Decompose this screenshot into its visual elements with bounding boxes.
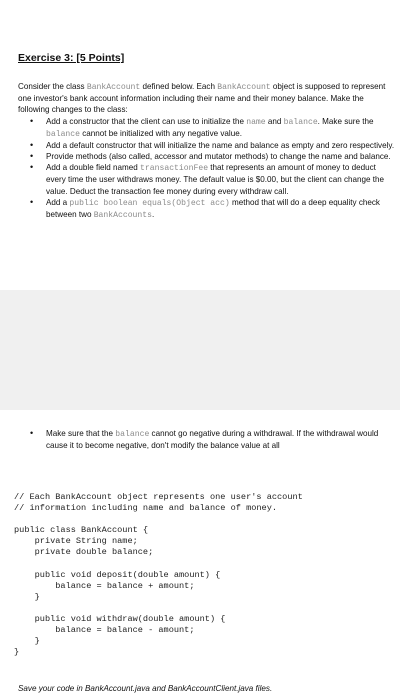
inline-code: BankAccounts bbox=[93, 210, 152, 220]
page-gap bbox=[0, 290, 400, 410]
inline-code: BankAccount bbox=[217, 83, 271, 92]
inline-code: public boolean equals(Object acc) bbox=[69, 198, 230, 208]
requirements-list-continued bbox=[18, 428, 390, 451]
intro-paragraph: Consider the class BankAccount defined below. Each BankAccount object is supposed to represent one investor's bank account information including their name and their money balance. Make the following changes to the class: bbox=[18, 82, 386, 115]
inline-code: balance bbox=[115, 430, 150, 439]
list-item: • Add a public boolean equals(Object acc) method that will do a deep equality check between two BankAccounts. bbox=[18, 197, 396, 221]
list-item: • Add a default constructor that will initialize the name and balance as empty and zero respectively. bbox=[18, 140, 396, 151]
inline-code: transactionFee bbox=[140, 164, 209, 174]
exercise-title: Exercise 3: [5 Points] bbox=[18, 52, 125, 64]
inline-code: balance bbox=[283, 118, 318, 127]
inline-code: BankAccount bbox=[86, 83, 141, 92]
inline-code: name bbox=[246, 118, 266, 127]
list-item: • Add a constructor that the client can use to initialize the name and balance. Make sure the balance cannot be initialized with any negative value. bbox=[18, 116, 396, 140]
code-block: // Each BankAccount object represents one user's account // information including name and balance of money. public class BankAccount { private String name; private double balance; public void deposit(double amount) { balance = balance + amount; } public void withdraw(double amount) { balance = balance - amount; } } bbox=[14, 492, 303, 658]
list-item: • Make sure that the balance cannot go negative during a withdrawal. If the withdrawal would cause it to become negative, don't modify the balance value at all bbox=[18, 428, 390, 451]
list-item: • Add a double field named transactionFee that represents an amount of money to deduct every time the user withdraws money. The default value is $0.00, but the client can change the value. Deduct the transaction fee money during every withdraw call. bbox=[18, 162, 396, 196]
inline-code: balance bbox=[46, 130, 80, 140]
footer-note: Save your code in BankAccount.java and BankAccountClient.java files. bbox=[18, 684, 273, 693]
requirements-list bbox=[18, 116, 396, 221]
list-item: • Provide methods (also called, accessor and mutator methods) to change the name and balance. bbox=[18, 151, 396, 162]
